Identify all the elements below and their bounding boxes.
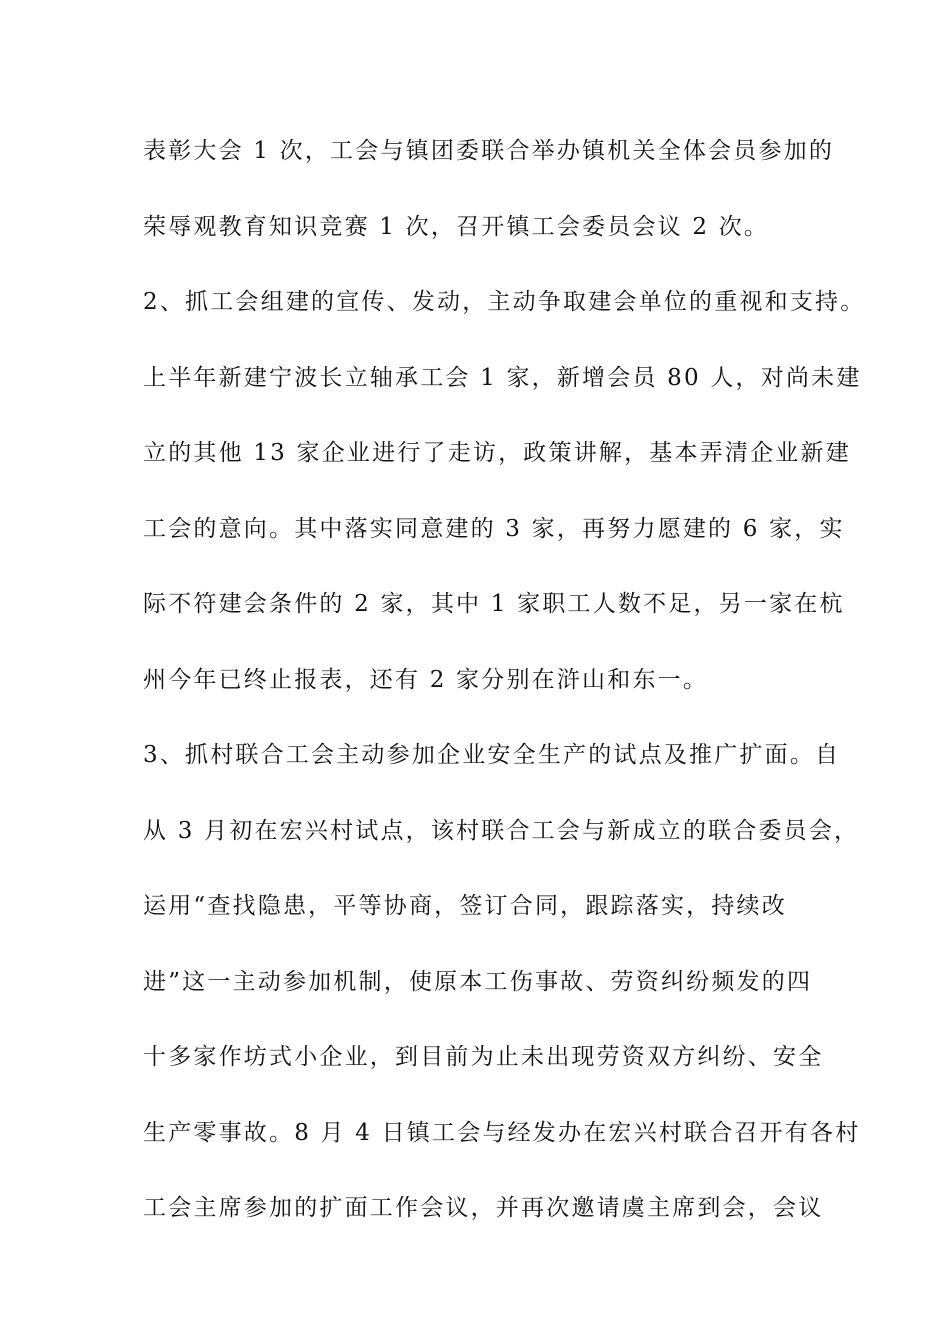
text-line: 十多家作坊式小企业，到目前为止未出现劳资双方纠纷、安全 xyxy=(143,1044,824,1070)
text-line: 运用“查找隐患，平等协商，签订合同，跟踪落实，持续改 xyxy=(143,893,787,919)
text-line: 进”这一主动参加机制，使原本工伤事故、劳资纠纷频发的四 xyxy=(143,968,813,995)
document-body xyxy=(143,128,866,1261)
text-line: 立的其他 13 家企业进行了走访，政策讲解，基本弄清企业新建 xyxy=(143,440,851,466)
text-line: 表彰大会 1 次，工会与镇团委联合举办镇机关全体会员参加的 xyxy=(143,138,835,164)
text-line: 州今年已终止报表，还有 2 家分别在浒山和东一。 xyxy=(143,666,709,693)
text-line: 上半年新建宁波长立轴承工会 1 家，新增会员 80 人，对尚未建 xyxy=(143,364,862,391)
text-line: 荣辱观教育知识竞赛 1 次，召开镇工会委员会议 2 次。 xyxy=(143,213,770,240)
text-line: 工会的意向。其中落实同意建的 3 家，再努力愿建的 6 家，实 xyxy=(143,515,845,542)
text-line: 工会主席参加的扩面工作会议，并再次邀请虞主席到会，会议 xyxy=(143,1195,824,1221)
text-line: 际不符建会条件的 2 家，其中 1 家职工人数不足，另一家在杭 xyxy=(143,591,845,617)
text-line: 3、抓村联合工会主动参加企业安全生产的试点及推广扩面。自 xyxy=(143,742,841,768)
text-line: 从 3 月初在宏兴村试点，该村联合工会与新成立的联合委员会， xyxy=(143,817,860,844)
text-line: 生产零事故。8 月 4 日镇工会与经发办在宏兴村联合召开有各村 xyxy=(143,1119,861,1146)
text-line: 2、抓工会组建的宣传、发动，主动争取建会单位的重视和支持。 xyxy=(143,289,866,315)
